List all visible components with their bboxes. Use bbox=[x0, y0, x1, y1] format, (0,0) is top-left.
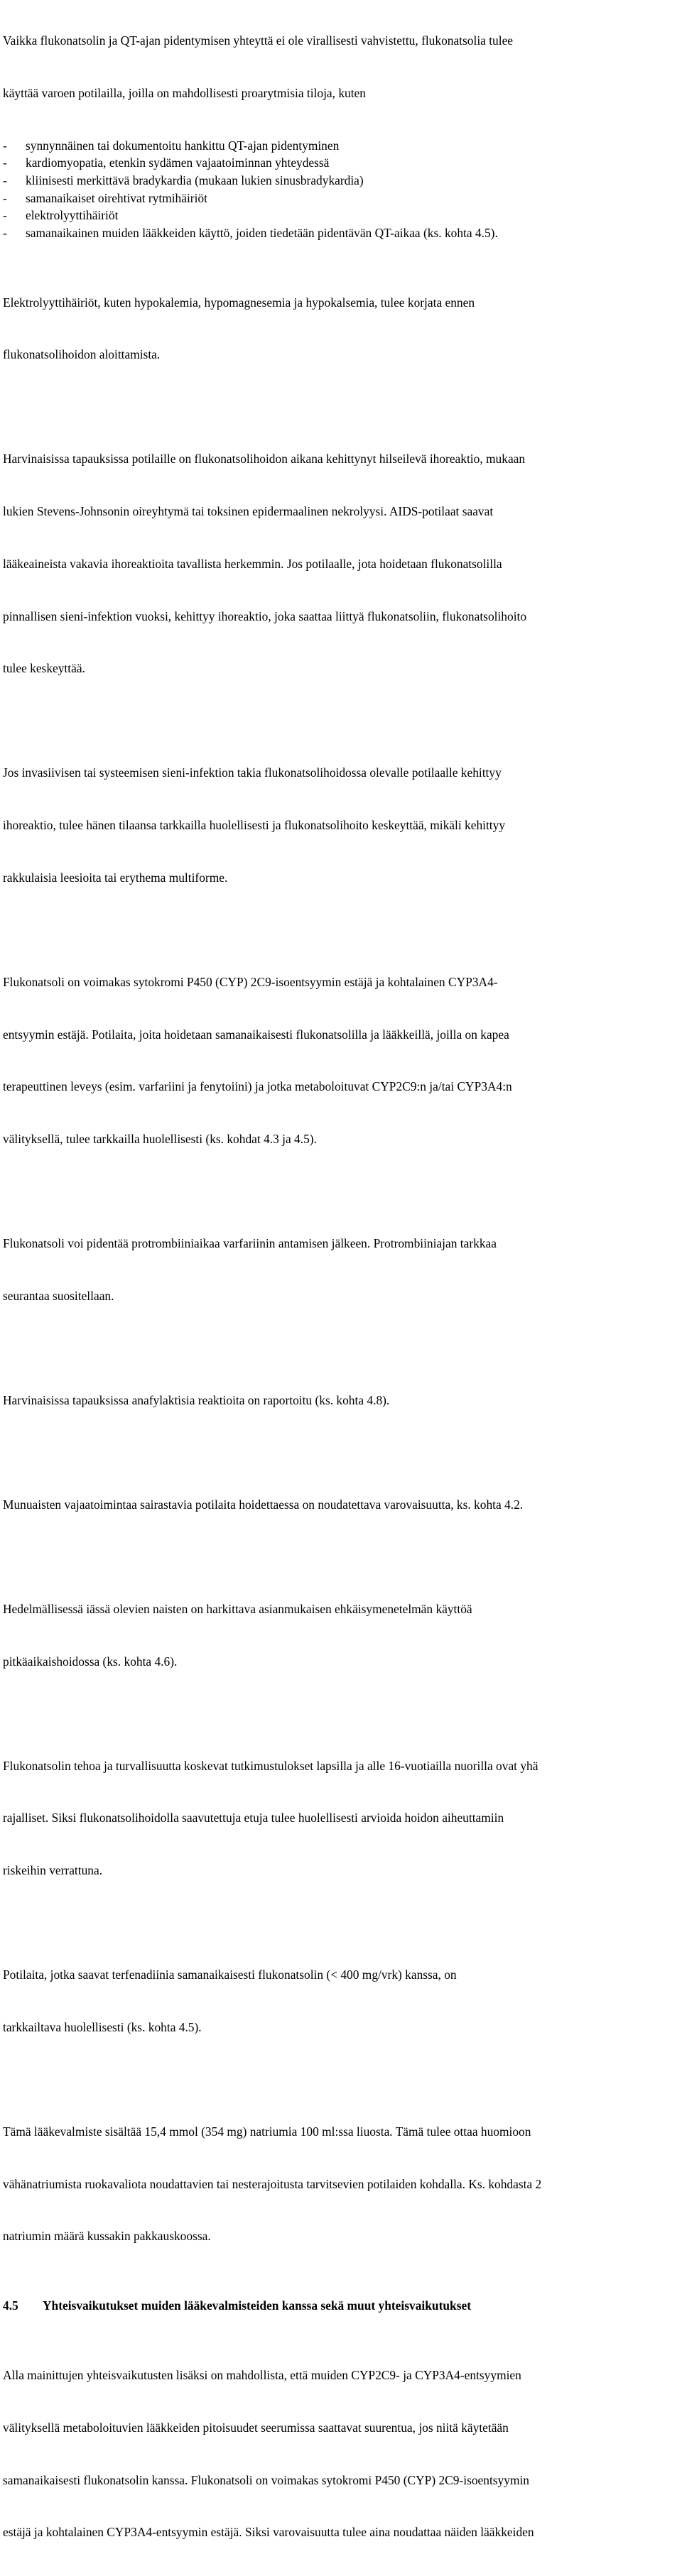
text-line: Hedelmällisessä iässä olevien naisten on harkittava asianmukaisen ehkäisymenetelmän käyttöä bbox=[3, 1601, 472, 1616]
paragraph-contraception bbox=[3, 1566, 681, 1705]
text-line: vähänatriumista ruokavaliota noudattavien tai nesterajoitusta tarvitsevien potilaiden kohdalla. Ks. kohdasta 2 bbox=[3, 2176, 542, 2191]
list-item bbox=[3, 154, 681, 172]
text-line: Alla mainittujen yhteisvaikutusten lisäksi on mahdollista, että muiden CYP2C9- ja CYP3A4-entsyymien bbox=[3, 2368, 521, 2383]
text-line: estäjä ja kohtalainen CYP3A4-entsyymin estäjä. Siksi varovaisuutta tulee aina noudattaa näiden lääkkeiden bbox=[3, 2525, 534, 2540]
paragraph-anaphylaxis bbox=[3, 1357, 681, 1444]
text-line: pitkäaikaishoidossa (ks. kohta 4.6). bbox=[3, 1654, 178, 1669]
text-line: ihoreaktio, tulee hänen tilaansa tarkkailla huolellisesti ja flukonatsolihoito keskeyttää, mikäli kehittyy bbox=[3, 818, 506, 833]
list-item bbox=[3, 207, 681, 224]
paragraph-prothrombin bbox=[3, 1200, 681, 1340]
list-item-text: synnynnäinen tai dokumentoitu hankittu QT-ajan pidentyminen bbox=[26, 138, 340, 153]
text-line: riskeihin verrattuna. bbox=[3, 1863, 103, 1878]
paragraph-spacer bbox=[3, 922, 681, 939]
section-number: 4.5 bbox=[3, 2298, 18, 2313]
text-line: natriumin määrä kussakin pakkauskoossa. bbox=[3, 2229, 211, 2244]
text-line: Munuaisten vajaatoimintaa sairastavia potilaita hoidettaessa on noudatettava varovaisuutta, ks. kohta 4.2. bbox=[3, 1497, 524, 1512]
paragraph-spacer bbox=[3, 1914, 681, 1931]
paragraph-spacer bbox=[3, 2280, 681, 2297]
list-item-text: kardiomyopatia, etenkin sydämen vajaatoiminnan yhteydessä bbox=[26, 155, 330, 170]
list-item bbox=[3, 172, 681, 190]
text-line: Vaikka flukonatsolin ja QT-ajan pidentymisen yhteyttä ei ole virallisesti vahvistettu, flukonatsolia tulee bbox=[3, 33, 514, 48]
paragraph-renal bbox=[3, 1461, 681, 1549]
list-dash: - bbox=[3, 138, 7, 153]
text-line: Jos invasiivisen tai systeemisen sieni-infektion takia flukonatsolihoidossa olevalle potilaalle kehittyy bbox=[3, 765, 502, 780]
list-dash: - bbox=[3, 190, 7, 205]
paragraph-invasive-infection bbox=[3, 729, 681, 922]
text-line: entsyymin estäjä. Potilaita, joita hoidetaan samanaikaisesti flukonatsolilla ja lääkkeillä, joilla on kapea bbox=[3, 1027, 509, 1042]
list-dash: - bbox=[3, 155, 7, 170]
text-line: lukien Stevens-Johnsonin oireyhtymä tai toksinen epidermaalinen nekrolyysi. AIDS-potilaat saavat bbox=[3, 504, 494, 519]
text-line: seurantaa suositellaan. bbox=[3, 1288, 114, 1303]
list-item bbox=[3, 224, 681, 242]
text-line: Flukonatsolin tehoa ja turvallisuutta koskevat tutkimustulokset lapsilla ja alle 16-vuotiailla nuorilla ovat yhä bbox=[3, 1758, 538, 1773]
text-line: Harvinaisissa tapauksissa potilaille on flukonatsolihoidon aikana kehittynyt hilseilevä ihoreaktio, mukaan bbox=[3, 452, 526, 466]
paragraph-pediatric bbox=[3, 1722, 681, 1914]
paragraph-spacer bbox=[3, 1340, 681, 1357]
text-line: välityksellä, tulee tarkkailla huolellisesti (ks. kohdat 4.3 ja 4.5). bbox=[3, 1132, 317, 1147]
paragraph-skin-reactions bbox=[3, 415, 681, 712]
paragraph-spacer bbox=[3, 1705, 681, 1722]
list-item bbox=[3, 137, 681, 155]
paragraph-terfenadine bbox=[3, 1931, 681, 2071]
section-heading bbox=[3, 2297, 681, 2315]
paragraph-electrolytes bbox=[3, 258, 681, 398]
paragraph-spacer bbox=[3, 2315, 681, 2332]
paragraph-spacer bbox=[3, 1549, 681, 1566]
list-item-text: samanaikainen muiden lääkkeiden käyttö, joiden tiedetään pidentävän QT-aikaa (ks. kohta 4.5). bbox=[26, 225, 498, 240]
text-line: Potilaita, jotka saavat terfenadiinia samanaikaisesti flukonatsolin (< 400 mg/vrk) kanssa, on bbox=[3, 1968, 457, 1982]
text-line: Flukonatsoli voi pidentää protrombiiniaikaa varfariinin antamisen jälkeen. Protrombiiniajan tarkkaa bbox=[3, 1236, 497, 1251]
list-item bbox=[3, 190, 681, 207]
list-item-text: elektrolyyttihäiriöt bbox=[26, 208, 119, 223]
text-line: Harvinaisissa tapauksissa anafylaktisia reaktioita on raportoitu (ks. kohta 4.8). bbox=[3, 1392, 390, 1407]
risk-list bbox=[3, 137, 681, 242]
list-dash: - bbox=[3, 208, 7, 223]
paragraph-spacer bbox=[3, 398, 681, 415]
text-line: tarkkailtava huolellisesti (ks. kohta 4.5). bbox=[3, 2019, 202, 2034]
text-line: rajalliset. Siksi flukonatsolihoidolla saavutettuja etuja tulee huolellisesti arvioida hoidon aiheuttamiin bbox=[3, 1811, 504, 1825]
paragraph-interactions bbox=[3, 2332, 681, 2576]
list-dash: - bbox=[3, 173, 7, 187]
document-page bbox=[3, 0, 681, 2576]
text-line: Flukonatsoli on voimakas sytokromi P450 (CYP) 2C9-isoentsyymin estäjä ja kohtalainen CYP3A4- bbox=[3, 974, 498, 989]
list-dash: - bbox=[3, 225, 7, 240]
text-line: lääkeaineista vakavia ihoreaktioita tavallista herkemmin. Jos potilaalle, jota hoidetaan flukonatsolilla bbox=[3, 556, 502, 571]
text-line: samanaikaisesti flukonatsolin kanssa. Flukonatsoli on voimakas sytokromi P450 (CYP) 2C9-isoentsyymin bbox=[3, 2472, 529, 2487]
text-line: rakkulaisia leesioita tai erythema multiforme. bbox=[3, 870, 228, 885]
text-line: flukonatsolihoidon aloittamista. bbox=[3, 347, 161, 362]
text-line: käyttää varoen potilailla, joilla on mahdollisesti proarytmisia tiloja, kuten bbox=[3, 85, 366, 100]
intro-paragraph bbox=[3, 0, 681, 137]
text-line: pinnallisen sieni-infektion vuoksi, kehittyy ihoreaktio, joka saattaa liittyä flukonatsoliin, flukonatsolihoito bbox=[3, 608, 527, 623]
text-line: välityksellä metaboloituvien lääkkeiden pitoisuudet seerumissa saattavat suurentua, jos niitä käytetään bbox=[3, 2420, 509, 2435]
list-item-text: samanaikaiset oirehtivat rytmihäiriöt bbox=[26, 190, 207, 205]
text-line: tulee keskeyttää. bbox=[3, 661, 85, 676]
paragraph-sodium bbox=[3, 2088, 681, 2281]
text-line: terapeuttinen leveys (esim. varfariini ja fenytoiini) ja jotka metaboloituvat CYP2C9:n ja/tai CYP3A4:n bbox=[3, 1079, 512, 1094]
text-line: Elektrolyyttihäiriöt, kuten hypokalemia, hypomagnesemia ja hypokalsemia, tulee korjata ennen bbox=[3, 295, 475, 310]
paragraph-spacer bbox=[3, 1183, 681, 1200]
paragraph-cyp-inhibitor bbox=[3, 939, 681, 1183]
paragraph-spacer bbox=[3, 1444, 681, 1461]
paragraph-spacer bbox=[3, 241, 681, 258]
paragraph-spacer bbox=[3, 712, 681, 729]
paragraph-spacer bbox=[3, 2071, 681, 2088]
section-title: Yhteisvaikutukset muiden lääkevalmisteiden kanssa sekä muut yhteisvaikutukset bbox=[43, 2298, 471, 2313]
list-item-text: kliinisesti merkittävä bradykardia (mukaan lukien sinusbradykardia) bbox=[26, 173, 364, 187]
text-line: Tämä lääkevalmiste sisältää 15,4 mmol (354 mg) natriumia 100 ml:ssa liuosta. Tämä tulee ottaa huomioon bbox=[3, 2124, 531, 2139]
